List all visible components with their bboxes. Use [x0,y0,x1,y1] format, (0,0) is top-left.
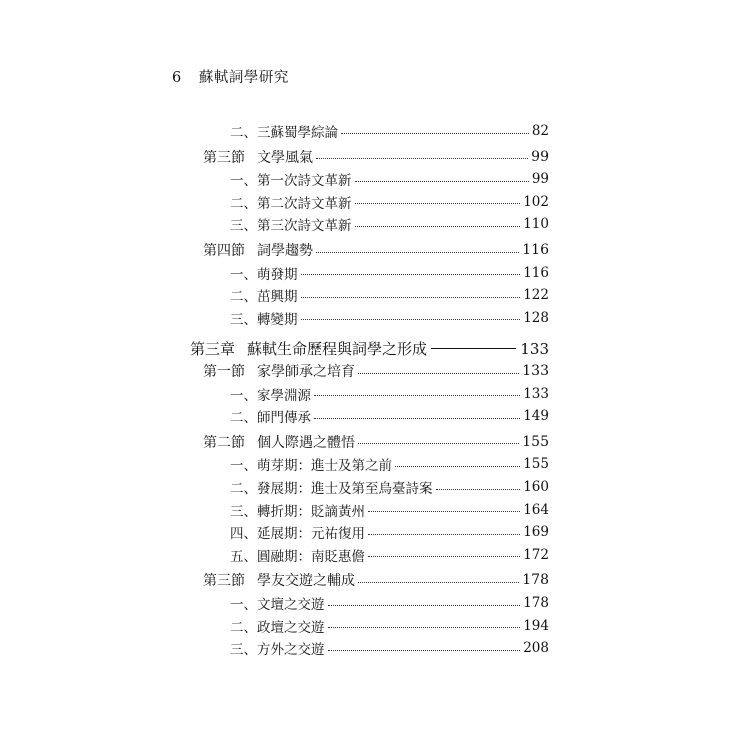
toc-entry-number: 一、 [230,597,257,613]
toc-page-number: 82 [531,123,549,139]
toc-page-number: 116 [522,242,549,258]
toc-entry-text: 延展期：元祐復用 [257,526,365,543]
toc-entry-number: 四、 [230,526,257,543]
toc-entry-number: 二、 [230,125,257,141]
toc-item [230,454,549,474]
toc-entry-text: 學友交遊之輔成 [257,573,355,590]
toc-entry-title [203,240,313,260]
toc-entry-title [230,545,365,565]
toc-page-number: 172 [523,546,549,563]
toc-entry-title [203,570,355,590]
toc-entry-number: 第二節 [203,434,245,451]
dot-leader [328,627,521,628]
toc-entry-number: 第一節 [203,364,245,380]
toc-page-number: 122 [523,287,549,304]
toc-page-number: 99 [531,148,549,165]
dot-leader [301,297,521,298]
toc-page-number: 133 [523,385,549,402]
toc-entry-text: 蘇軾生命歷程與詞學之形成 [247,340,428,359]
toc-entry-number: 二、 [230,481,257,497]
toc-entry-title [230,638,325,658]
dot-leader [328,650,521,651]
dot-leader [358,373,519,374]
toc-page-number: 160 [523,479,549,495]
dot-leader [301,319,521,320]
toc-entry-text: 文壇之交遊 [257,597,325,613]
dot-leader [341,133,529,134]
toc-item [230,263,549,283]
toc-entry-title [230,214,352,234]
toc-page-number: 149 [523,408,549,425]
dot-leader [328,605,521,606]
toc-entry-number: 一、 [230,173,257,190]
toc-entry-text: 家學師承之培育 [257,364,355,380]
toc-entry-text: 個人際遇之體悟 [257,434,355,451]
toc-item [230,285,549,305]
toc-page-number: 110 [523,216,549,233]
toc-entry-number: 五、 [230,548,257,565]
toc-item [230,616,549,636]
toc-entry-number: 二、 [230,410,257,427]
dot-leader [436,489,521,490]
toc-entry-title [203,361,355,381]
toc-section [203,361,549,381]
dot-leader [355,181,529,182]
toc-entry-number: 一、 [230,458,257,475]
toc-entry-text: 第三次詩文革新 [257,218,352,235]
toc-item [230,308,549,328]
toc-entry-text: 第一次詩文革新 [257,173,352,190]
toc-entry-title [230,285,298,305]
toc-entry-title [230,454,392,474]
toc-entry-text: 圓融期：南貶惠儋 [257,548,365,565]
toc-entry-number: 第四節 [203,243,245,259]
toc-page-number: 164 [523,501,549,518]
toc-page-number: 155 [523,456,549,473]
toc-page-number: 99 [531,171,549,188]
dot-leader [355,203,521,204]
toc-item [230,500,549,520]
toc-section [203,432,549,452]
toc-entry-text: 師門傳承 [257,410,311,427]
toc-page-number: 169 [523,524,549,541]
toc-entry-title [230,192,352,212]
toc-entry-number: 二、 [230,195,257,212]
toc-item [230,406,549,426]
toc-entry-title [230,500,365,520]
toc-entry-text: 方外之交遊 [257,642,325,659]
toc-item [230,638,549,658]
dot-leader [358,582,519,583]
toc-item [230,522,549,542]
toc-entry-text: 家學淵源 [257,387,311,404]
toc-entry-number: 三、 [230,218,257,235]
dot-leader [316,158,528,159]
toc-entry-text: 轉折期：貶謫黃州 [257,503,365,520]
toc-entry-text: 茁興期 [257,289,298,306]
dot-leader [316,252,519,253]
toc-item [230,169,549,189]
toc-page-number: 133 [522,363,549,379]
toc-item [230,545,549,565]
toc-page-number: 102 [523,193,549,210]
toc-entry-number: 第三章 [190,340,236,359]
page-number: 6 [172,70,182,86]
toc-page-number: 194 [523,617,549,634]
toc-page-number: 178 [523,595,549,611]
toc-entry-text: 第二次詩文革新 [257,195,352,212]
dot-leader [314,395,520,396]
toc-item [230,593,549,613]
toc-entry-text: 萌芽期：進士及第之前 [257,458,392,475]
toc-page-number: 133 [520,339,549,358]
toc-entry-text: 發展期：進士及第至烏臺詩案 [257,481,433,497]
toc-entry-number: 第三節 [203,149,245,166]
toc-entry-title [230,308,298,328]
toc-entry-title [203,432,355,452]
toc-section [203,240,549,260]
toc-entry-text: 三蘇蜀學綜論 [257,125,338,141]
toc-chapter [190,338,549,359]
toc-page-number: 128 [523,309,549,326]
toc-entry-text: 政壇之交遊 [257,619,325,636]
toc-entry-title [230,384,311,404]
toc-entry-title [203,147,313,167]
toc-page-number: 155 [522,433,549,450]
toc-entry-text: 文學風氣 [257,149,313,166]
toc-entry-number: 三、 [230,642,257,659]
toc-entry-title [230,593,325,613]
toc-entry-number: 二、 [230,619,257,636]
dot-leader [355,226,521,227]
dot-leader [301,274,521,275]
toc-section [203,147,549,167]
toc-entry-text: 詞學趨勢 [257,243,313,259]
toc-page-number: 208 [523,640,549,657]
dot-leader [314,418,520,419]
toc-item [230,121,549,141]
toc-page-number: 178 [522,572,549,589]
toc-entry-title [230,522,365,542]
toc-entry-title [230,616,325,636]
dot-leader [395,466,520,467]
toc-entry-number: 二、 [230,289,257,306]
toc-item [230,192,549,212]
toc-entry-number: 第三節 [203,573,245,590]
toc-entry-number: 一、 [230,266,257,283]
toc-item [230,214,549,234]
dot-leader [368,556,520,557]
book-title: 蘇軾詞學研究 [198,70,289,86]
toc-entry-number: 三、 [230,311,257,328]
toc-entry-number: 三、 [230,503,257,520]
toc-item [230,477,549,497]
toc-entry-text: 轉變期 [257,311,298,328]
toc-entry-text: 萌發期 [257,266,298,283]
toc-entry-number: 一、 [230,387,257,404]
toc-entry-title [230,263,298,283]
toc-page-number: 116 [523,264,549,281]
toc-entry-title [230,477,433,497]
toc-entry-title [230,406,311,426]
toc-entry-title [230,169,352,189]
toc-item [230,384,549,404]
dot-leader [431,348,516,349]
toc-entry-title [190,338,427,359]
toc-section [203,570,549,590]
dot-leader [358,443,519,444]
dot-leader [368,511,520,512]
toc-entry-title [230,121,338,141]
dot-leader [368,534,520,535]
